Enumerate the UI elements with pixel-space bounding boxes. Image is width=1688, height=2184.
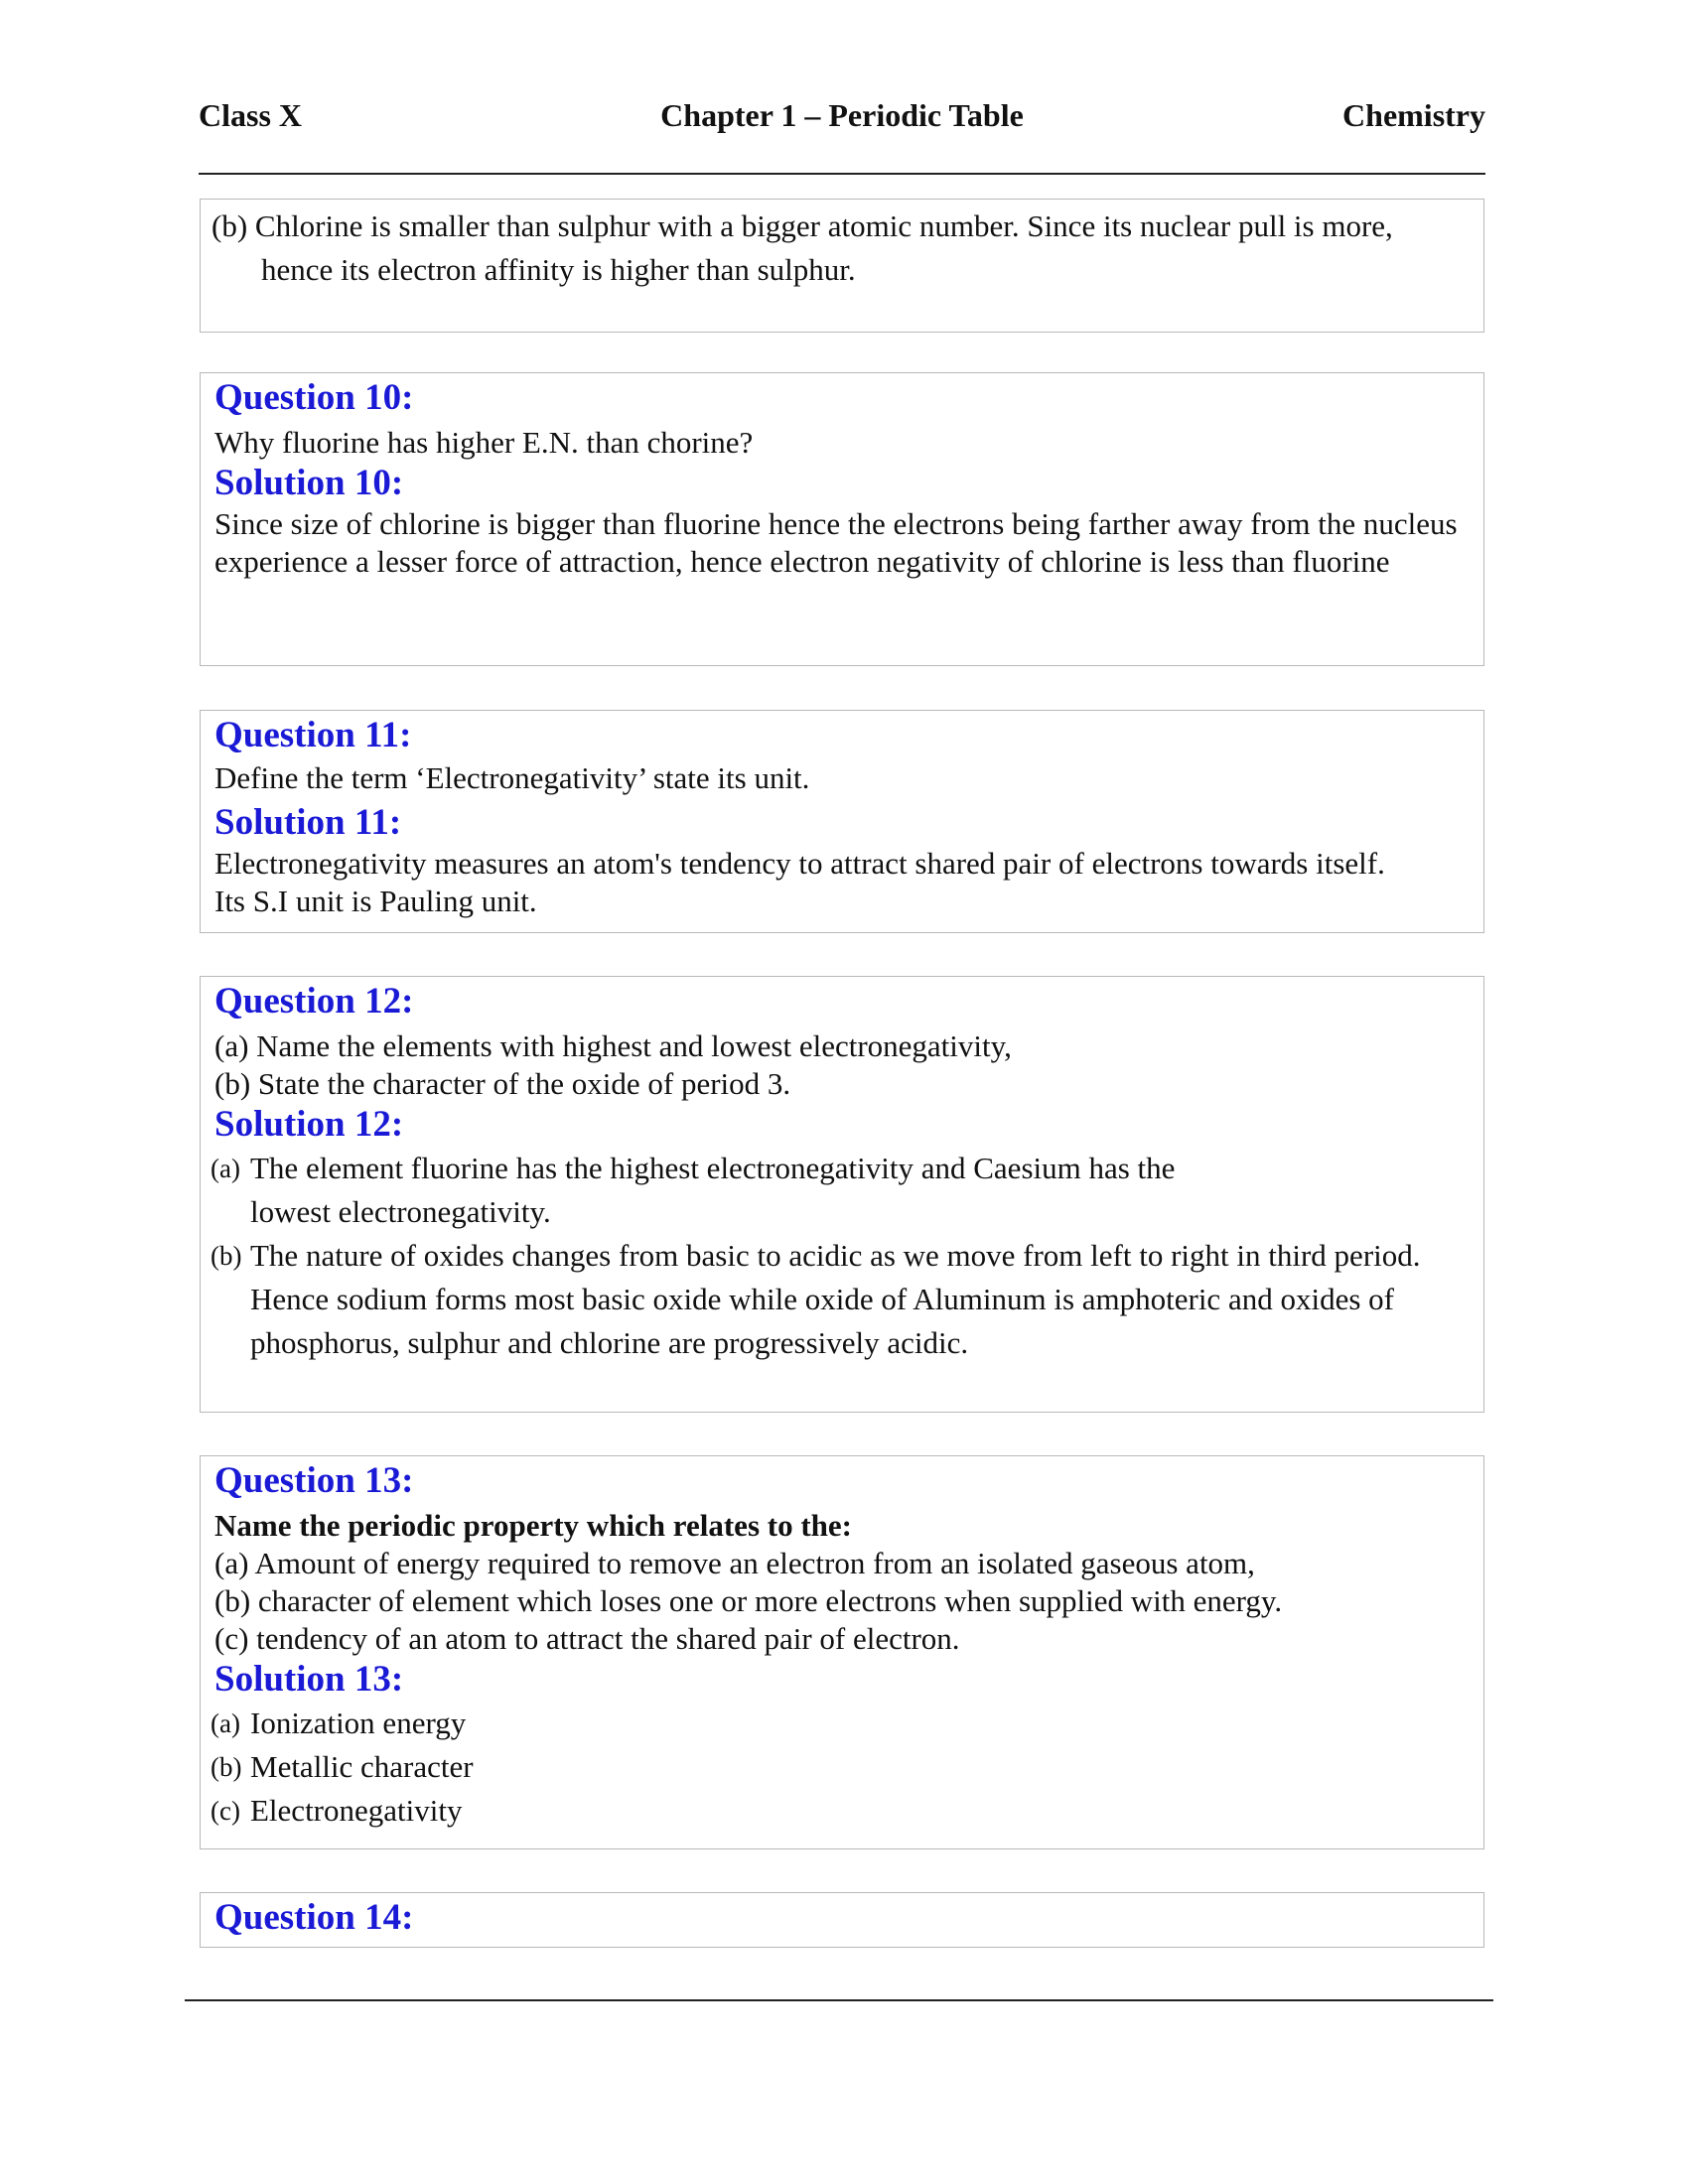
header-class: Class X xyxy=(199,97,303,133)
solution-13-item-b xyxy=(201,1745,1470,1789)
solution-12-text-a: The element fluorine has the highest electronegativity and Caesium has the lowest electronegativity. xyxy=(250,1151,1176,1229)
solution-12-text-b: The nature of oxides changes from basic to acidic as we move from left to right in third period. Hence sodium forms most basic oxide while oxide of Aluminum is amphoteric and oxides of phosphorus, sulphur and chlorine are progressively acidic. xyxy=(250,1238,1421,1360)
question-12-part-a: (a) Name the elements with highest and lowest electronegativity, xyxy=(214,1028,1012,1063)
footer-rule xyxy=(185,1999,1493,2001)
solution-13-title: Solution 13: xyxy=(214,1659,404,1700)
continuation-box xyxy=(200,199,1484,333)
question-11-title: Question 11: xyxy=(214,715,412,755)
solution-10-text: Since size of chlorine is bigger than fluorine hence the electrons being farther away from the nucleus experience a lesser force of attraction, hence electron negativity of chlorine is less than fluorine xyxy=(214,506,1458,579)
solution-13-label-c: (c) xyxy=(211,1796,240,1826)
question-13-part-c: (c) tendency of an atom to attract the shared pair of electron. xyxy=(214,1621,960,1656)
question-12-part-b: (b) State the character of the oxide of period 3. xyxy=(214,1066,791,1101)
solution-11-unit: Its S.I unit is Pauling unit. xyxy=(214,884,537,918)
solution-12-title: Solution 12: xyxy=(214,1104,404,1145)
question-13-part-b: (b) character of element which loses one or more electrons when supplied with energy. xyxy=(214,1583,1283,1618)
question-11-text: Define the term ‘Electronegativity’ state its unit. xyxy=(214,760,810,795)
solution-13-item-a xyxy=(201,1702,1470,1745)
solution-13-label-b: (b) xyxy=(211,1752,242,1782)
solution-11-text: Electronegativity measures an atom's tendency to attract shared pair of electrons towards itself. xyxy=(214,846,1385,881)
question-12-box xyxy=(200,976,1484,1413)
page-header xyxy=(199,97,1485,145)
solution-12-item-a xyxy=(201,1147,1464,1234)
question-13-intro: Name the periodic property which relates to the: xyxy=(214,1508,852,1543)
solution-12-label-b: (b) xyxy=(211,1241,242,1271)
solution-13-text-a: Ionization energy xyxy=(250,1706,467,1740)
solution-13-text-b: Metallic character xyxy=(250,1749,474,1784)
solution-12-label-a: (a) xyxy=(211,1154,240,1183)
solution-11-title: Solution 11: xyxy=(214,802,402,843)
solution-13-item-c xyxy=(201,1789,1470,1833)
header-subject: Chemistry xyxy=(1342,97,1485,133)
question-14-box xyxy=(200,1892,1484,1948)
question-10-text: Why fluorine has higher E.N. than chorine? xyxy=(214,425,754,460)
solution-13-label-a: (a) xyxy=(211,1708,240,1738)
question-12-title: Question 12: xyxy=(214,981,414,1022)
question-10-box xyxy=(200,372,1484,666)
question-10-title: Question 10: xyxy=(214,377,414,418)
question-13-box xyxy=(200,1455,1484,1849)
question-13-title: Question 13: xyxy=(214,1460,414,1501)
question-14-title: Question 14: xyxy=(214,1897,414,1938)
header-chapter: Chapter 1 – Periodic Table xyxy=(660,97,1024,133)
header-rule xyxy=(199,173,1485,175)
solution-10-title: Solution 10: xyxy=(214,463,404,503)
question-11-box xyxy=(200,710,1484,933)
continuation-text: (b) Chlorine is smaller than sulphur with a bigger atomic number. Since its nuclear pull is more, hence its electron affinity is higher than sulphur. xyxy=(211,208,1393,287)
solution-12-item-b xyxy=(201,1234,1464,1365)
question-13-part-a: (a) Amount of energy required to remove an electron from an isolated gaseous atom, xyxy=(214,1546,1255,1580)
solution-13-text-c: Electronegativity xyxy=(250,1793,463,1828)
